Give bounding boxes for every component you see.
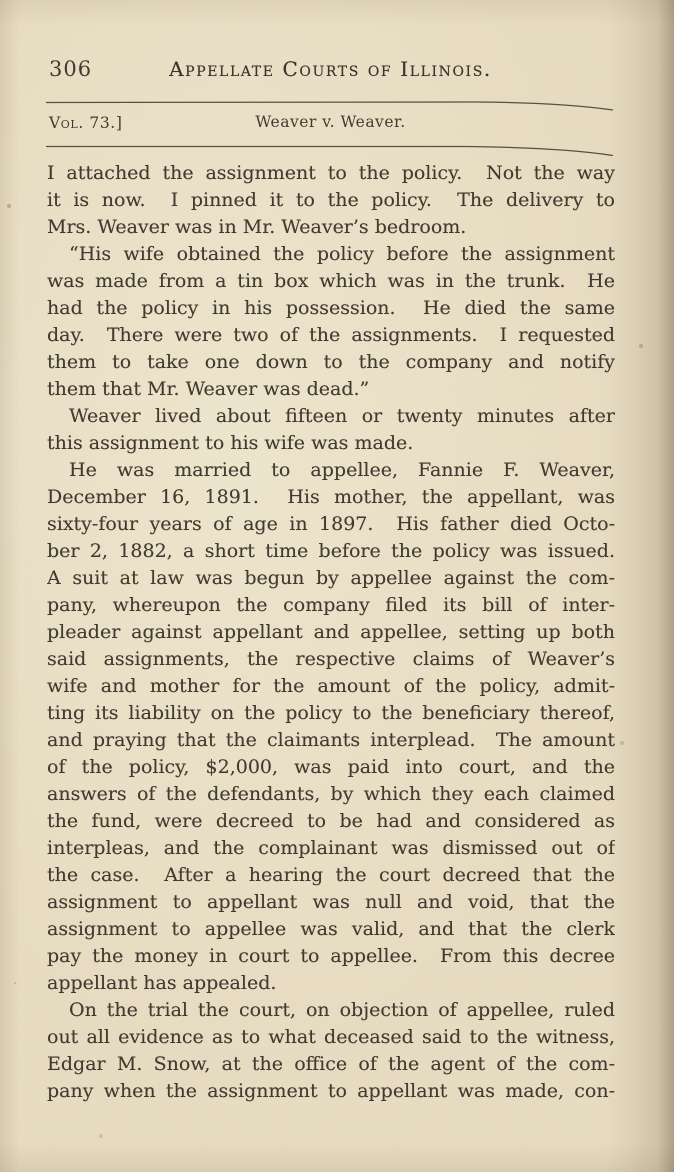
text-line: He was married to appellee, Fannie F. Weaver, [69, 459, 615, 481]
page-header [47, 57, 614, 83]
text-line: Edgar M. Snow, at the office of the agent of the com- [47, 1053, 615, 1075]
text-line: said assignments, the respective claims of Weaver’s [47, 648, 615, 670]
text-line: them to take one down to the company and notify [47, 351, 615, 373]
text-line: sixty-four years of age in 1897. His father died Octo- [47, 513, 615, 535]
paragraph [47, 457, 615, 997]
text-line: it is now. I pinned it to the policy. The delivery to [47, 189, 615, 211]
text-line: had the policy in his possession. He died the same [47, 297, 615, 319]
text-line: December 16, 1891. His mother, the appellant, was [47, 486, 615, 508]
text-line: pleader against appellant and appellee, setting up both [47, 621, 615, 643]
paper-specks [0, 0, 2, 2]
text-line: appellant has appealed. [47, 972, 277, 994]
text-line: of the policy, $2,000, was paid into court, and the [47, 756, 615, 778]
text-line: this assignment to his wife was made. [47, 432, 414, 454]
text-line: interpleas, and the complainant was dismissed out of [47, 837, 615, 859]
volume-label: Vol. 73.] [49, 114, 123, 132]
text-line: Weaver lived about fifteen or twenty minutes after [69, 405, 615, 427]
text-line: On the trial the court, on objection of appellee, ruled [69, 999, 615, 1021]
paragraph [47, 241, 615, 403]
header-rule-bottom [45, 143, 617, 159]
text-line: the fund, were decreed to be had and considered as [47, 810, 615, 832]
text-line: Mrs. Weaver was in Mr. Weaver’s bedroom. [47, 216, 467, 238]
text-line: them that Mr. Weaver was dead.” [47, 378, 370, 400]
paragraph [47, 160, 615, 241]
body-text [47, 160, 615, 1105]
text-line: and praying that the claimants interplead. The amount [47, 729, 615, 751]
paragraph [47, 997, 615, 1105]
text-line: out all evidence as to what deceased said to the witness, [47, 1026, 615, 1048]
text-line: pany, whereupon the company filed its bill of inter- [47, 594, 615, 616]
page-number: 306 [49, 57, 93, 81]
header-rule-top [45, 99, 617, 114]
subheader [47, 113, 614, 135]
text-line: ber 2, 1882, a short time before the policy was issued. [47, 540, 615, 562]
text-line: assignment to appellee was valid, and that the clerk [47, 918, 615, 940]
text-line: A suit at law was begun by appellee against the com- [47, 567, 615, 589]
text-line: pay the money in court to appellee. From this decree [47, 945, 615, 967]
paragraph [47, 403, 615, 457]
text-line: the case. After a hearing the court decreed that the [47, 864, 615, 886]
text-line: ting its liability on the policy to the beneficiary thereof, [47, 702, 615, 724]
text-line: day. There were two of the assignments. I requested [47, 324, 615, 346]
text-line: answers of the defendants, by which they each claimed [47, 783, 615, 805]
text-line: was made from a tin box which was in the trunk. He [47, 270, 615, 292]
text-line: I attached the assignment to the policy. Not the way [47, 162, 615, 184]
text-line: “His wife obtained the policy before the assignment [69, 243, 615, 265]
running-head: Appellate Courts of Illinois. [169, 57, 492, 81]
case-title: Weaver v. Weaver. [255, 113, 406, 131]
text-line: wife and mother for the amount of the policy, admit- [47, 675, 615, 697]
text-line: assignment to appellant was null and void, that the [47, 891, 615, 913]
text-line: pany when the assignment to appellant was made, con- [47, 1080, 615, 1102]
